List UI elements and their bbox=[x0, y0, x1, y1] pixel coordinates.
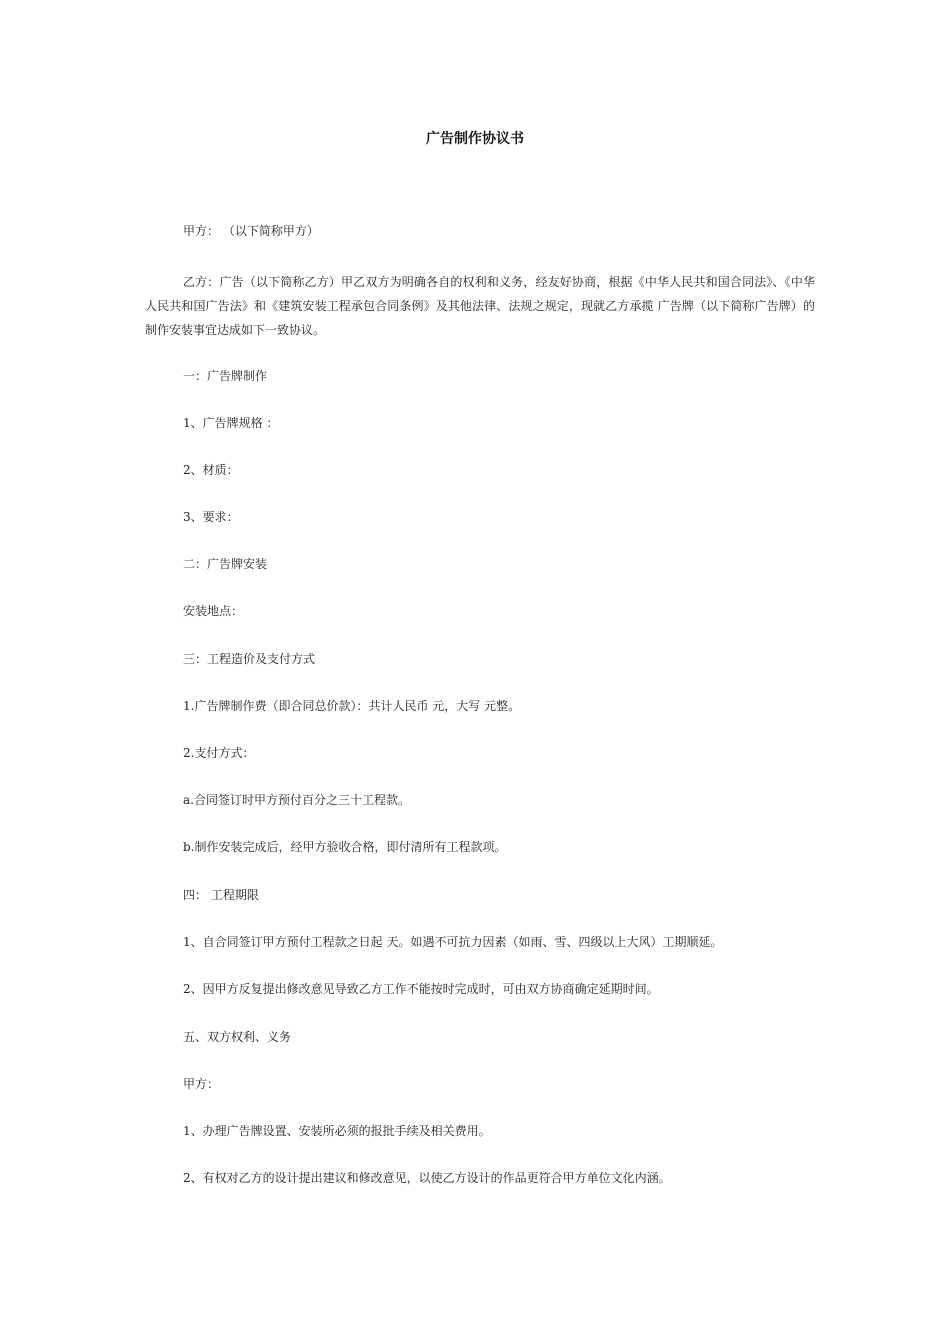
section-5-heading: 五、双方权利、义务 bbox=[183, 1030, 292, 1044]
party-b-paragraph: 乙方：广告（以下简称乙方）甲乙双方为明确各自的权利和义务，经友好协商，根据《中华人民共和国合同法》、《中华人民共和国广告法》和《建筑安装工程承包合同条例》及其他法律、法规之规定，现就乙方承揽 广告牌（以下简称广告牌）的制作安装事宜达成如下一致协议。 bbox=[145, 275, 815, 337]
clause-1-1: 1、广告牌规格 ： bbox=[183, 416, 279, 430]
party-a-duties-heading: 甲方： bbox=[183, 1077, 220, 1091]
clause-1-2: 2、材质： bbox=[183, 463, 239, 477]
clause-3-2a: a.合同签订时甲方预付百分之三十工程款。 bbox=[183, 793, 410, 807]
clause-3-1: 1.广告牌制作费（即合同总价款）：共计人民币 元，大写 元整。 bbox=[183, 699, 521, 713]
clause-4-1: 1、自合同签订甲方预付工程款之日起 天。如遇不可抗力因素（如雨、雪、四级以上大风）工期顺延。 bbox=[183, 935, 723, 949]
clause-2-location: 安装地点： bbox=[183, 604, 244, 618]
section-1-heading: 一：广告牌制作 bbox=[183, 369, 268, 383]
document-title: 广告制作协议书 bbox=[426, 131, 524, 147]
party-a-duty-1: 1、办理广告牌设置、安装所必须的报批手续及相关费用。 bbox=[183, 1124, 491, 1138]
section-2-heading: 二：广告牌安装 bbox=[183, 557, 268, 571]
clause-3-2b: b.制作安装完成后，经甲方验收合格，即付清所有工程款项。 bbox=[183, 840, 507, 854]
section-3-heading: 三：工程造价及支付方式 bbox=[183, 652, 316, 666]
party-a-duty-2: 2、有权对乙方的设计提出建议和修改意见，以使乙方设计的作品更符合甲方单位文化内涵。 bbox=[183, 1171, 671, 1185]
clause-3-2: 2.支付方式： bbox=[183, 746, 255, 760]
party-a-line: 甲方： （以下简称甲方） bbox=[183, 224, 319, 238]
clause-1-3: 3、要求： bbox=[183, 510, 239, 524]
clause-4-2: 2、因甲方反复提出修改意见导致乙方工作不能按时完成时，可由双方协商确定延期时间。 bbox=[183, 982, 659, 996]
section-4-heading: 四： 工程期限 bbox=[183, 888, 259, 902]
